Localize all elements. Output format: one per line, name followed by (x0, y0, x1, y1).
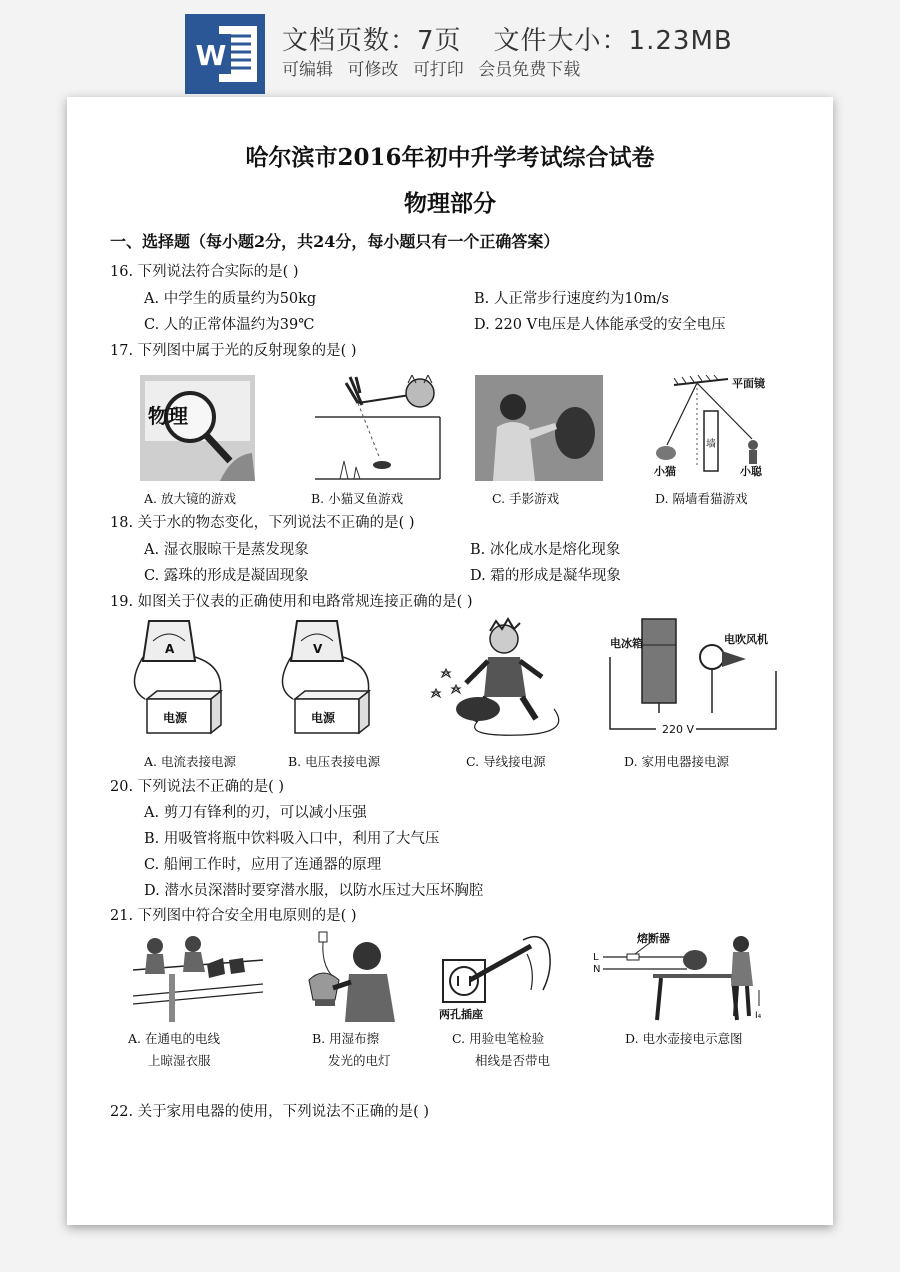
svg-text:电吹风机: 电吹风机 (724, 633, 768, 646)
q17-figure-hand-shadow (475, 375, 603, 481)
svg-text:A: A (165, 642, 175, 656)
svg-text:平面镜: 平面镜 (732, 377, 765, 390)
svg-text:电冰箱: 电冰箱 (610, 637, 643, 650)
q16-option-d: D. 220 V电压是人体能承受的安全电压 (474, 317, 726, 333)
svg-text:电源: 电源 (311, 711, 336, 725)
q18-option-c: C. 露珠的形成是凝固现象 (144, 568, 309, 584)
q16-option-b: B. 人正常步行速度约为10m/s (474, 291, 669, 307)
exam-page (67, 97, 833, 1225)
question-21: 21. 下列图中符合安全用电原则的是( ) (110, 908, 357, 924)
svg-text:W: W (195, 39, 227, 72)
q18-option-b: B. 冰化成水是熔化现象 (470, 542, 621, 558)
q18-option-d: D. 霜的形成是凝华现象 (470, 568, 621, 584)
svg-text:两孔插座: 两孔插座 (439, 1008, 483, 1021)
tag-modifiable: 可修改 (347, 60, 399, 80)
svg-text:电源: 电源 (163, 711, 188, 725)
document-tags (282, 55, 589, 80)
word-document-icon (185, 14, 265, 94)
q21-caption-a-line1: A. 在通电的电线 (128, 1031, 220, 1046)
q21-caption-a-line2: 上晾湿衣服 (148, 1053, 211, 1068)
svg-text:V: V (313, 642, 323, 656)
q16-option-c: C. 人的正常体温约为39℃ (144, 317, 315, 333)
q19-figure-ammeter (127, 617, 252, 742)
svg-text:小聪: 小聪 (740, 465, 762, 478)
q21-figure-clothes-on-wire (133, 930, 263, 1022)
svg-text:小猫: 小猫 (654, 465, 676, 478)
q19-caption-b: B. 电压表接电源 (288, 754, 381, 769)
svg-text:N: N (593, 964, 601, 975)
question-17: 17. 下列图中属于光的反射现象的是( ) (110, 343, 357, 359)
q19-figure-voltmeter (275, 617, 400, 742)
q21-caption-b-line1: B. 用湿布擦 (312, 1031, 380, 1046)
question-16: 16. 下列说法符合实际的是( ) (110, 264, 299, 280)
q17-figure-mirror (652, 375, 772, 481)
question-18: 18. 关于水的物态变化，下列说法不正确的是( ) (110, 515, 415, 531)
q21-figure-kettle-circuit (591, 930, 766, 1022)
q17-figure-magnifier (140, 375, 255, 481)
q20-option-a: A. 剪刀有锋利的刃，可以减小压强 (144, 805, 367, 821)
file-size: 文件大小：1.23MB (493, 26, 733, 56)
q20-option-b: B. 用吸管将瓶中饮料吸入口中，利用了大气压 (144, 831, 440, 847)
q19-figure-shorted-wire (422, 617, 572, 742)
q21-caption-b-line2: 发光的电灯 (328, 1053, 391, 1068)
svg-text:220 V: 220 V (662, 723, 695, 736)
q17-caption-c: C. 手影游戏 (492, 491, 560, 506)
q17-caption-a: A. 放大镜的游戏 (144, 491, 236, 506)
question-22: 22. 关于家用电器的使用，下列说法不正确的是( ) (110, 1104, 430, 1120)
q16-option-a: A. 中学生的质量约为50kg (144, 291, 317, 307)
section-heading: 一、选择题（每小题2分，共24分，每小题只有一个正确答案） (110, 232, 560, 251)
tag-member-download: 会员免费下载 (478, 60, 581, 80)
q21-caption-c-line1: C. 用验电笔检验 (452, 1031, 545, 1046)
q20-option-d: D. 潜水员深潜时要穿潜水服，以防水压过大压坏胸腔 (144, 883, 484, 899)
svg-text:墙: 墙 (706, 439, 716, 450)
q21-figure-wet-cloth-lamp (299, 930, 399, 1022)
q21-figure-test-pen (435, 930, 555, 1022)
q21-caption-d-line1: D. 电水壶接电示意图 (625, 1031, 743, 1046)
document-info (282, 20, 733, 57)
q20-option-c: C. 船闸工作时，应用了连通器的原理 (144, 857, 382, 873)
svg-text:L: L (593, 952, 599, 963)
question-19: 19. 如图关于仪表的正确使用和电路常规连接正确的是( ) (110, 594, 473, 610)
q17-caption-b: B. 小猫叉鱼游戏 (311, 491, 404, 506)
q19-caption-c: C. 导线接电源 (466, 754, 546, 769)
q18-option-a: A. 湿衣服晾干是蒸发现象 (144, 542, 309, 558)
exam-subtitle: 物理部分 (404, 190, 496, 217)
q17-figure-cat-fishing (310, 375, 445, 481)
q19-caption-d: D. 家用电器接电源 (624, 754, 730, 769)
q17-caption-d: D. 隔墙看猫游戏 (655, 491, 748, 506)
svg-text:物理: 物理 (148, 404, 188, 428)
exam-title: 哈尔滨市2016年初中升学考试综合试卷 (245, 144, 655, 171)
tag-editable: 可编辑 (282, 60, 333, 80)
q21-caption-c-line2: 相线是否带电 (475, 1053, 551, 1068)
svg-text:I₄: I₄ (755, 1011, 762, 1021)
page-count: 文档页数：7页 (282, 26, 462, 56)
q19-figure-home-appliances (604, 617, 784, 742)
tag-printable: 可打印 (412, 60, 464, 80)
document-header (0, 0, 900, 100)
question-20: 20. 下列说法不正确的是( ) (110, 779, 285, 795)
q19-caption-a: A. 电流表接电源 (144, 754, 236, 769)
svg-text:熔断器: 熔断器 (637, 932, 670, 945)
